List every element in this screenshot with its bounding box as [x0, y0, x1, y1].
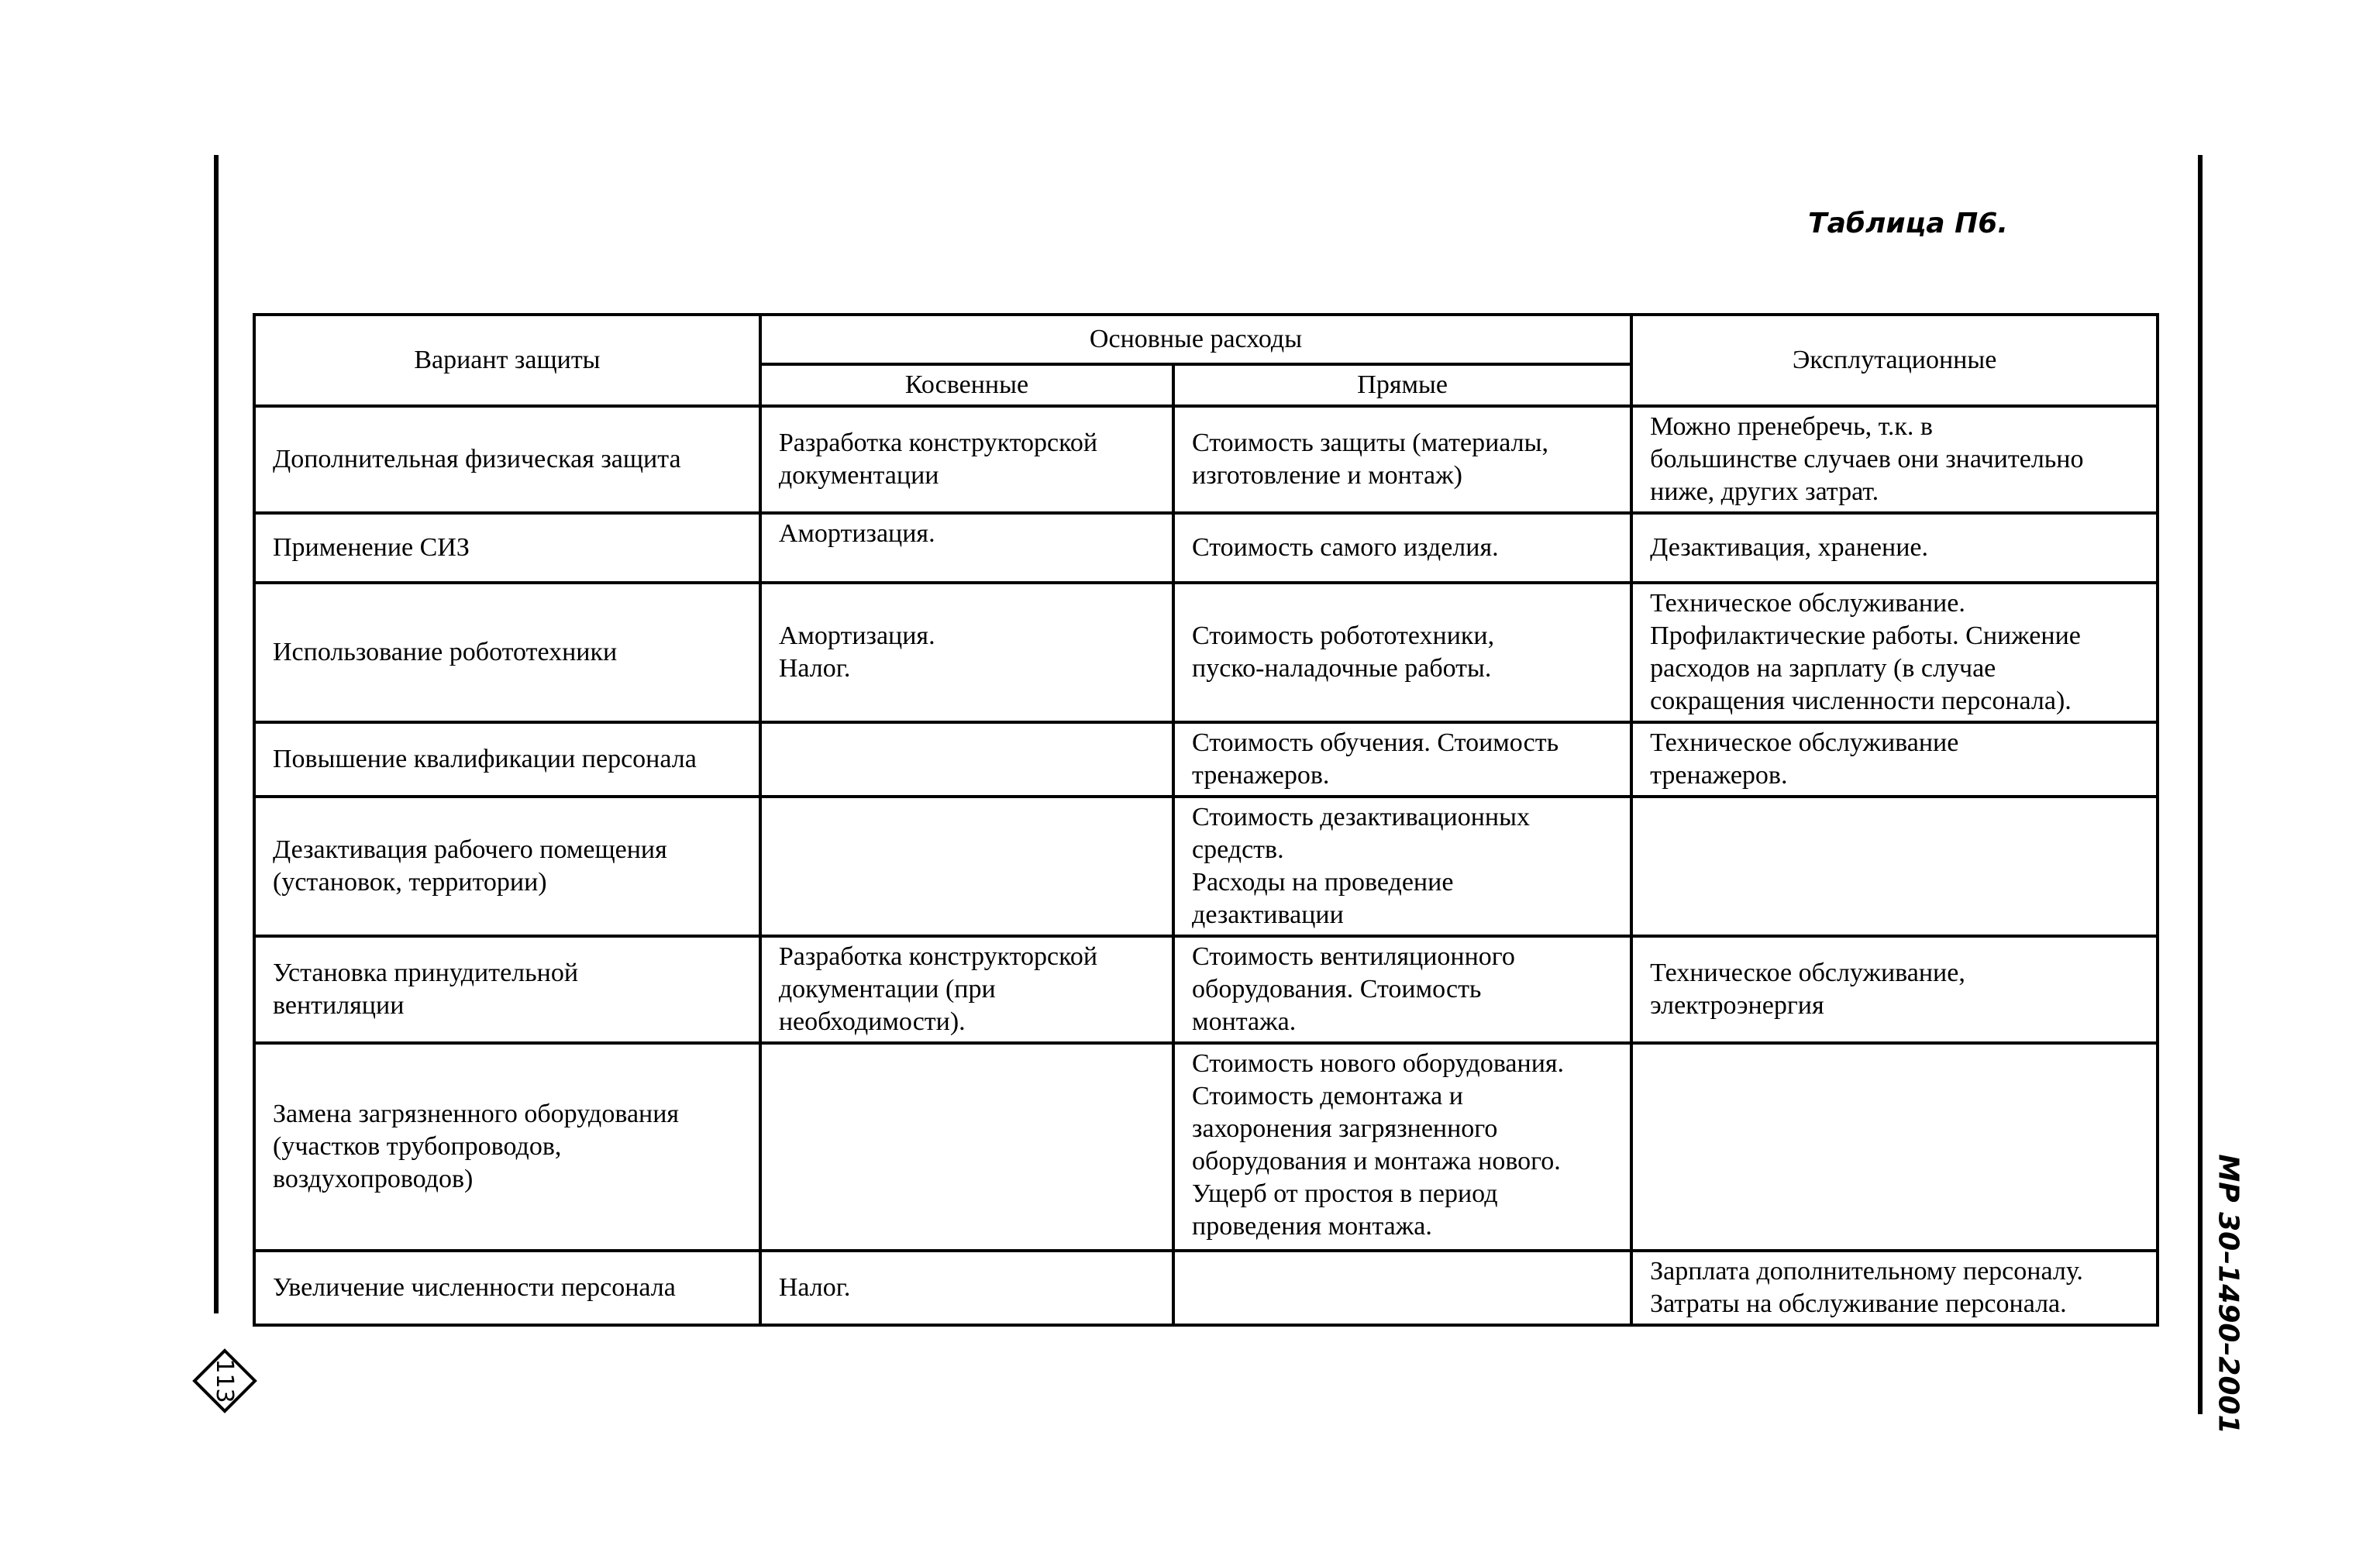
cell-line: изготовление и монтаж) [1192, 461, 1462, 490]
cell-indirect [760, 936, 1173, 1043]
cell-line: Стоимость дезактивационных [1192, 803, 1530, 831]
cell-line: Стоимость нового оборудования. [1192, 1049, 1565, 1078]
cell-line: тренажеров. [1192, 761, 1330, 790]
cell-indirect [760, 722, 1173, 797]
cell-indirect [760, 406, 1173, 513]
cell-line: оборудования. Стоимость [1192, 975, 1482, 1003]
cell-line: Увеличение численности персонала [273, 1273, 676, 1302]
cell-line: дезактивации [1192, 900, 1344, 929]
cell-line: Зарплата дополнительному персоналу. [1650, 1257, 2083, 1286]
cell-line: Амортизация. [778, 621, 935, 650]
header-indirect: Косвенные [760, 364, 1173, 406]
cell-variant [254, 936, 760, 1043]
cell-indirect [760, 797, 1173, 936]
cell-line: Профилактические работы. Снижение [1650, 621, 2081, 650]
cell-line: Стоимость обучения. Стоимость [1192, 728, 1559, 757]
left-margin-rule [214, 155, 219, 1313]
cell-line: документации [778, 461, 939, 490]
table-row [254, 583, 2158, 722]
cell-line: вентиляции [273, 991, 405, 1020]
cell-operating [1631, 406, 2158, 513]
page-number-badge [192, 1348, 257, 1413]
cell-line: расходов на зарплату (в случае [1650, 654, 1996, 683]
cell-line: Установка принудительной [273, 959, 579, 987]
cell-operating [1631, 1251, 2158, 1325]
cell-line: Дезактивация, хранение. [1650, 533, 1928, 562]
cell-line: Техническое обслуживание. [1650, 589, 1965, 618]
header-main-costs: Основные расходы [760, 315, 1631, 364]
cell-line: Техническое обслуживание [1650, 728, 1959, 757]
document-code-text: МР 30–1490–2001 [2212, 1154, 2244, 1434]
cell-line: (участков трубопроводов, [273, 1132, 562, 1161]
cell-line: Стоимость демонтажа и [1192, 1082, 1463, 1110]
cell-line: ниже, других затрат. [1650, 477, 1879, 506]
header-variant: Вариант защиты [254, 315, 760, 406]
cell-variant [254, 406, 760, 513]
cell-line: Ущерб от простоя в период [1192, 1179, 1498, 1208]
cell-line: электроэнергия [1650, 991, 1824, 1020]
right-margin-rule [2198, 155, 2203, 1414]
cell-operating [1631, 583, 2158, 722]
table-row [254, 797, 2158, 936]
cell-line: документации (при [778, 975, 996, 1003]
cell-line: Техническое обслуживание, [1650, 959, 1965, 987]
cell-operating [1631, 1043, 2158, 1251]
cell-operating [1631, 797, 2158, 936]
document-code [2212, 1154, 2244, 1434]
cell-line: Использование робототехники [273, 638, 618, 666]
cell-line: Стоимость защиты (материалы, [1192, 429, 1548, 457]
cell-line: Расходы на проведение [1192, 868, 1454, 897]
cell-direct [1173, 722, 1631, 797]
table-row [254, 936, 2158, 1043]
cell-line: Стоимость самого изделия. [1192, 533, 1499, 562]
cell-direct [1173, 583, 1631, 722]
cell-line: Повышение квалификации персонала [273, 745, 697, 773]
cell-line: Разработка конструкторской [778, 429, 1098, 457]
table-row [254, 513, 2158, 583]
cell-line: воздухопроводов) [273, 1165, 474, 1193]
cell-line: большинстве случаев они значительно [1650, 445, 2084, 473]
cell-line: Разработка конструкторской [778, 942, 1098, 971]
table-row [254, 1251, 2158, 1325]
page-number: 113 [211, 1358, 239, 1403]
cell-indirect [760, 513, 1173, 583]
table-row [254, 406, 2158, 513]
cost-table [253, 313, 2159, 1327]
table-caption: Таблица П6. [1808, 208, 2008, 239]
cell-direct [1173, 513, 1631, 583]
cell-line: Налог. [778, 1273, 851, 1302]
cell-direct [1173, 1043, 1631, 1251]
cell-direct [1173, 797, 1631, 936]
cell-direct [1173, 936, 1631, 1043]
cell-line: Применение СИЗ [273, 533, 470, 562]
cell-line: оборудования и монтажа нового. [1192, 1147, 1561, 1176]
cell-operating [1631, 513, 2158, 583]
table-row [254, 722, 2158, 797]
header-row-1 [254, 315, 2158, 364]
cell-direct [1173, 1251, 1631, 1325]
cell-line: пуско-наладочные работы. [1192, 654, 1492, 683]
cell-line: Стоимость робототехники, [1192, 621, 1495, 650]
cell-line: монтажа. [1192, 1007, 1297, 1036]
cell-variant [254, 513, 760, 583]
cell-line: Налог. [778, 654, 851, 683]
cell-line: Замена загрязненного оборудования [273, 1100, 680, 1128]
cell-line: проведения монтажа. [1192, 1212, 1432, 1241]
cell-indirect [760, 1043, 1173, 1251]
cell-direct [1173, 406, 1631, 513]
cell-line: сокращения численности персонала). [1650, 687, 2072, 715]
cell-variant [254, 797, 760, 936]
cell-variant [254, 1251, 760, 1325]
cell-line: Затраты на обслуживание персонала. [1650, 1289, 2067, 1318]
cell-line: тренажеров. [1650, 761, 1788, 790]
cell-variant [254, 1043, 760, 1251]
cell-line: захоронения загрязненного [1192, 1114, 1498, 1143]
cell-line: Дезактивация рабочего помещения [273, 835, 667, 864]
cell-line: средств. [1192, 835, 1284, 864]
cell-operating [1631, 722, 2158, 797]
cell-indirect [760, 583, 1173, 722]
cell-operating [1631, 936, 2158, 1043]
cell-line: (установок, территории) [273, 868, 547, 897]
cell-variant [254, 722, 760, 797]
cell-line: Амортизация. [778, 519, 935, 548]
cell-line: Можно пренебречь, т.к. в [1650, 412, 1933, 441]
header-direct: Прямые [1173, 364, 1631, 406]
cell-indirect [760, 1251, 1173, 1325]
cell-line: Дополнительная физическая защита [273, 445, 681, 473]
table-row [254, 1043, 2158, 1251]
header-operating: Эксплутационные [1631, 315, 2158, 406]
cell-variant [254, 583, 760, 722]
cell-line: необходимости). [778, 1007, 966, 1036]
cell-line: Стоимость вентиляционного [1192, 942, 1515, 971]
